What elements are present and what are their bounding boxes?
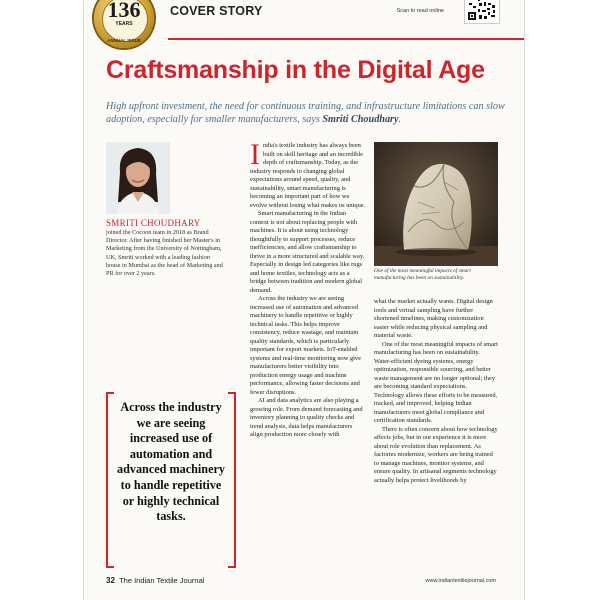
magazine-page <box>84 0 524 600</box>
quote-bracket-left <box>106 392 114 568</box>
pull-quote-text: Across the industry we are seeing increased use of automation and advanced machinery to handle repetitive or highly technical tasks. <box>117 400 225 524</box>
qr-code[interactable] <box>464 0 500 24</box>
body-column-1 <box>250 138 366 440</box>
author-portrait-image <box>106 142 170 214</box>
author-photo <box>106 142 170 214</box>
body-paragraph: Smart manufacturing in the Indian context is not about replacing people with machines. It is about using technology thoughtfully to support processes, reduce inefficiencies, and allow craftsmanship to thrive in a more structured and scalable way. Especially in design led categories like rugs and home textiles, technology acts as a bridge between tradition and modern global demand. <box>250 210 365 294</box>
paragraph-text: ndia's textile industry has always been built on skill heritage and an incredible depth of craftsmanship. Today, as the industry responds to changing global expectations around speed, quality, and sustainability, smart manufacturing is becoming an important part of how we evolve without losing what makes us unique. <box>250 142 366 209</box>
body-column-2 <box>374 298 498 485</box>
section-label: COVER STORY <box>170 4 263 18</box>
quote-bracket-right <box>228 392 236 568</box>
body-paragraph: There is often concern about how technology affects jobs, but in our experience it is more about role evolution than replacement. As factories modernize, workers are being trained to manage machines, monitor systems, and ensure quality. In artisanal segments technology actually helps protect livelihoods by <box>374 425 498 484</box>
footer-url[interactable]: www.indiantextilejournal.com <box>425 578 496 584</box>
body-paragraph: what the market actually wants. Digital design tools and virtual sampling have further shortened timelines, making customization easier while reducing physical sampling and material waste. <box>374 298 493 339</box>
pull-quote <box>106 392 236 564</box>
body-paragraph: One of the most meaningful impacts of smart manufacturing has been on sustainability. Water-efficient dyeing systems, energy optimization, responsible sourcing, and better waste management are no longer optional; they are becoming standard expectations. Technology allows these efforts to be measured, tracked, and improved, helping Indian manufacturers meet global compliance and certification standards. <box>374 340 498 424</box>
textile-sculpture-image <box>374 142 498 266</box>
badge-number: 136 <box>107 0 141 22</box>
badge-label: ANNUAL ISSUE <box>107 38 141 43</box>
deck-text: High upfront investment, the need for continuous training, and infrastructure limitations can slow adoption, especially for smaller manufacturers, says <box>106 101 505 125</box>
article-headline: Craftsmanship in the Digital Age <box>106 56 485 84</box>
body-paragraph: AI and data analytics are also playing a growing role. From demand forecasting and inventory planning to quality checks and trend analysis, data helps manufacturers align production more closely with <box>250 397 363 438</box>
body-paragraph: Across the industry we are seeing increased use of automation and advanced machinery to handle repetitive or highly technical tasks. This helps improve consistency, reduce wastage, and maintain quality standards, which is particularly important for export markets. IoT-enabled systems and real-time monitoring now give manufacturers better visibility into production energy usage and machine performance, allowing faster decisions and fewer disruptions. <box>250 295 361 396</box>
qr-code-icon <box>467 0 497 21</box>
drop-cap: I <box>250 138 260 171</box>
article-figure <box>374 142 498 266</box>
page-footer <box>106 576 204 585</box>
body-paragraph <box>250 138 366 210</box>
author-name: SMRITI CHOUDHARY <box>106 218 201 228</box>
publication-name: The Indian Textile Journal <box>119 576 205 585</box>
badge-unit: YEARS <box>115 21 133 27</box>
article-deck <box>106 100 516 126</box>
author-bio: joined the Cocoon team in 2018 as Brand Director. After having finished her Master's in Marketing from the University of Nottingham, UK, Smriti worked with a leading fashion house in Mumbai as the head of Marketing and PR for over 2 years. <box>106 229 223 278</box>
deck-author: Smriti Choudhary <box>322 114 399 125</box>
anniversary-badge <box>94 0 154 48</box>
deck-end: . <box>398 114 402 125</box>
page-number: 32 <box>106 576 115 585</box>
figure-caption: One of the most meaningful impacts of smart manufacturing has been on sustainability. <box>374 268 471 281</box>
scan-prompt: Scan to read online <box>396 8 444 14</box>
